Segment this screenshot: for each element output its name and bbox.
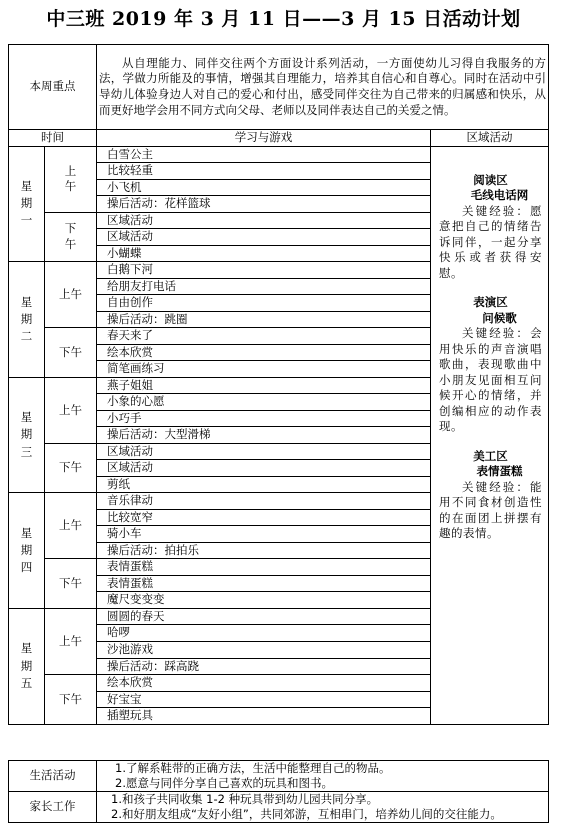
day-label-char: 期: [20, 543, 33, 558]
morning-label: [45, 493, 97, 559]
footer-table: [8, 760, 549, 823]
region-group: [439, 295, 542, 435]
activity-cell: 音乐律动: [97, 493, 431, 510]
day-label-char: 期: [20, 427, 33, 442]
morning-label: [45, 262, 97, 328]
life-item: 1.了解系鞋带的正确方法，生活中能整理自己的物品。: [115, 761, 391, 775]
activity-row: [9, 146, 549, 163]
region-activities: [431, 146, 549, 724]
afternoon-label: [45, 675, 97, 725]
activity-cell: 圆圆的春天: [97, 608, 431, 625]
activity-cell: 白雪公主: [97, 146, 431, 163]
header-row: [9, 130, 549, 147]
afternoon-label: [45, 443, 97, 493]
activity-cell: 操后活动：花样篮球: [97, 196, 431, 213]
activity-cell: 春天来了: [97, 328, 431, 345]
activity-cell: 绘本欣赏: [97, 675, 431, 692]
region-group: [439, 449, 542, 542]
page-title: 中三班 2019 年 3 月 11 日——3 月 15 日活动计划: [46, 8, 521, 30]
activity-cell: 好宝宝: [97, 691, 431, 708]
activity-cell: 表情蛋糕: [97, 575, 431, 592]
day-label-char: 四: [20, 560, 33, 575]
parents-items: [97, 791, 549, 822]
region-activity-title: 表情蛋糕: [476, 464, 523, 479]
day-label-char: 星: [20, 525, 33, 540]
day-label-char: 星: [20, 178, 33, 193]
region-name: 阅读区: [473, 172, 508, 187]
parents-item: 2.和好朋友组成“友好小组”，共同郊游，互相串门，培养幼儿间的交往能力。: [111, 806, 502, 821]
activity-plan-table: [8, 44, 549, 725]
day-label-char: 二: [20, 329, 33, 344]
day-label-char: 星: [20, 410, 33, 425]
activity-cell: 魔尺变变变: [97, 592, 431, 609]
activity-cell: 操后活动：跳圈: [97, 311, 431, 328]
day-label: [9, 146, 45, 262]
region-activity-title: 问候歌: [482, 310, 517, 325]
half-label-part: 下午: [59, 691, 82, 706]
activity-cell: 自由创作: [97, 295, 431, 312]
half-label-part: 下午: [59, 575, 82, 590]
focus-label: 本周重点: [9, 45, 97, 130]
activity-cell: 简笔画练习: [97, 361, 431, 378]
morning-label: [45, 608, 97, 674]
half-label-part: 上午: [59, 518, 82, 533]
activity-cell: 操后活动：踩高跷: [97, 658, 431, 675]
activity-cell: 剪纸: [97, 476, 431, 493]
activity-cell: 操后活动：拍拍乐: [97, 542, 431, 559]
parents-item: 1.和孩子共同收集 1-2 种玩具带到幼儿园共同分享。: [111, 791, 379, 806]
life-items: [97, 761, 549, 792]
activity-cell: 操后活动：大型滑梯: [97, 427, 431, 444]
activity-cell: 小巧手: [97, 410, 431, 427]
focus-row: [9, 45, 549, 130]
half-label-part: 下午: [59, 344, 82, 359]
activity-cell: 给朋友打电话: [97, 278, 431, 295]
life-label: 生活活动: [9, 761, 97, 792]
activity-cell: 骑小车: [97, 526, 431, 543]
activity-cell: 小蝴蝶: [97, 245, 431, 262]
morning-label: [45, 146, 97, 212]
activity-cell: 比较轻重: [97, 163, 431, 180]
activity-cell: 表情蛋糕: [97, 559, 431, 576]
day-label-char: 期: [20, 658, 33, 673]
afternoon-label: [45, 212, 97, 262]
day-label-char: 星: [20, 294, 33, 309]
activity-cell: 小飞机: [97, 179, 431, 196]
region-name: 表演区: [473, 295, 508, 310]
region-key-experience: 关键经验：愿意把自己的情绪告诉同伴，一起分享快乐或者获得安慰。: [439, 203, 543, 280]
activity-cell: 绘本欣赏: [97, 344, 431, 361]
activity-cell: 比较宽窄: [97, 509, 431, 526]
activity-cell: 燕子姐姐: [97, 377, 431, 394]
half-label-part: 下: [64, 221, 77, 236]
parents-row: [9, 791, 549, 822]
focus-text: 从自理能力、同伴交往两个方面设计系列活动，一方面使幼儿习得自我服务的方法，学做力所能及的事情，增强其自理能力，培养其自信心和自尊心。同时在活动中引导幼儿体验身边人对自己的爱心和付出，感受同伴交往为自己带来的归属感和快乐，从而更好地学会用不同方式向父母、老师以及同伴表达自己的关爱之情。: [97, 45, 549, 130]
half-label-part: 午: [64, 179, 77, 194]
day-label: [9, 608, 45, 724]
day-label-char: 期: [20, 311, 33, 326]
half-label-part: 上午: [59, 286, 82, 301]
afternoon-label: [45, 328, 97, 378]
half-label-part: 上: [64, 163, 77, 178]
activity-cell: 区域活动: [97, 212, 431, 229]
day-label: [9, 377, 45, 493]
region-key-experience: 关键经验：会用快乐的声音演唱歌曲，表现歌曲中小朋友见面相互问候开心的情绪，并创编相应的动作表现。: [439, 326, 543, 434]
activity-cell: 区域活动: [97, 443, 431, 460]
activity-cell: 白鹅下河: [97, 262, 431, 279]
activity-cell: 区域活动: [97, 229, 431, 246]
life-row: [9, 761, 549, 792]
half-label-part: 午: [64, 236, 77, 251]
region-group: [439, 173, 542, 282]
half-label-part: 下午: [59, 460, 82, 475]
morning-label: [45, 377, 97, 443]
day-label-char: 期: [20, 196, 33, 211]
parents-label: 家长工作: [9, 791, 97, 822]
header-learning: 学习与游戏: [97, 130, 431, 147]
activity-cell: 哈啰: [97, 625, 431, 642]
day-label-char: 星: [20, 641, 33, 656]
life-item: 2.愿意与同伴分享自己喜欢的玩具和图书。: [115, 775, 333, 790]
day-label: [9, 262, 45, 378]
region-activity-title: 毛线电话网: [470, 188, 529, 203]
half-label-part: 上午: [59, 402, 82, 417]
day-label-char: 五: [20, 675, 33, 690]
header-region: 区域活动: [431, 130, 549, 147]
region-key-experience: 关键经验：能用不同食材创造性的在面团上拼摆有趣的表情。: [439, 479, 543, 541]
day-label-char: 三: [20, 444, 33, 459]
activity-cell: 小象的心愿: [97, 394, 431, 411]
activity-cell: 区域活动: [97, 460, 431, 477]
activity-cell: 插塑玩具: [97, 708, 431, 725]
afternoon-label: [45, 559, 97, 609]
day-label: [9, 493, 45, 609]
day-label-char: 一: [20, 213, 33, 228]
activity-cell: 沙池游戏: [97, 641, 431, 658]
half-label-part: 上午: [59, 633, 82, 648]
region-name: 美工区: [473, 448, 508, 463]
header-time: 时间: [9, 130, 97, 147]
